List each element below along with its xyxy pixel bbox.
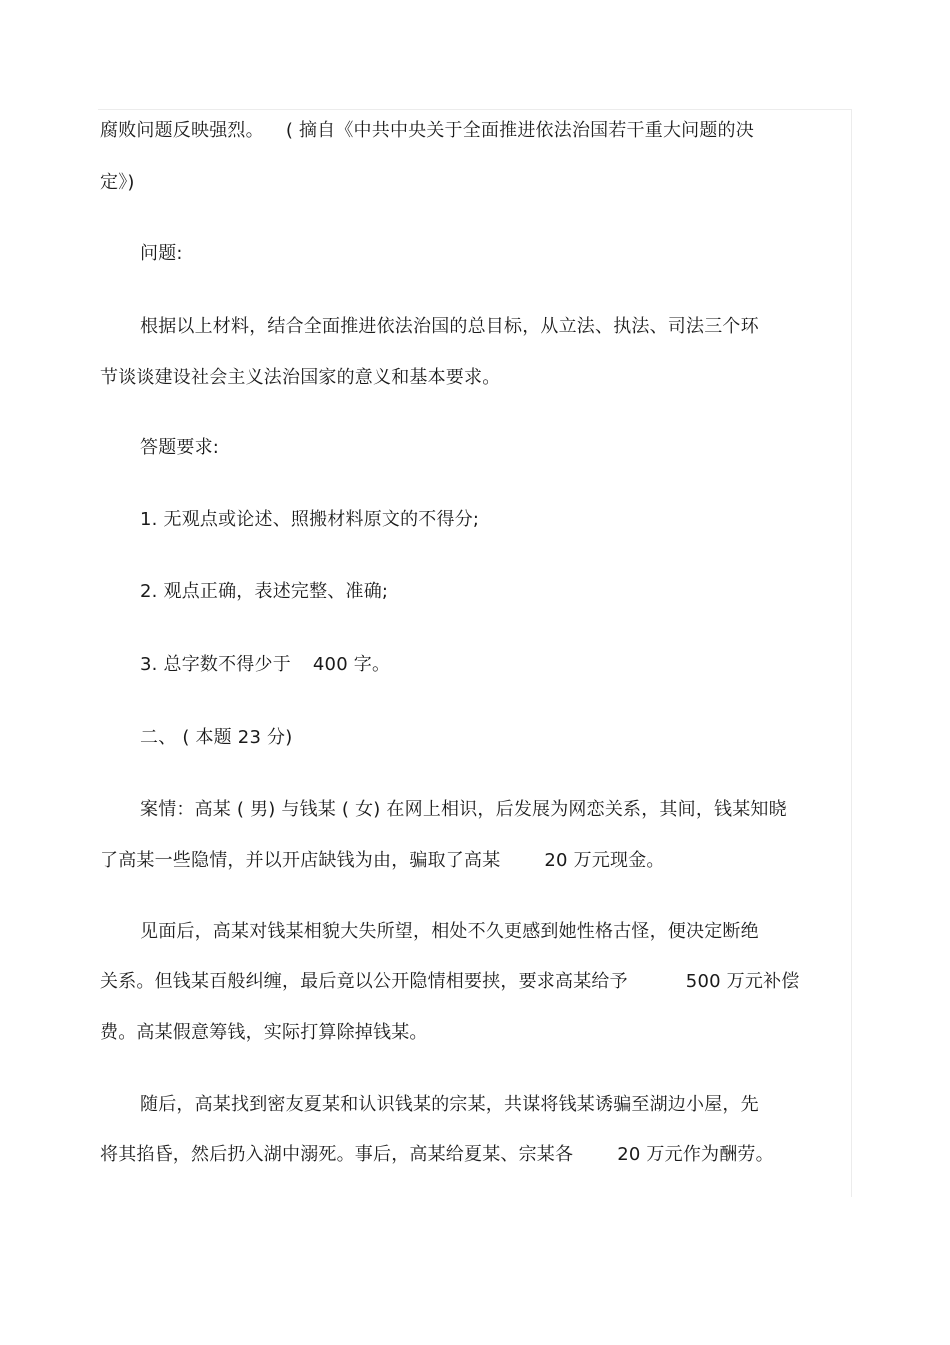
text-segment: 将其掐昏，然后扔入湖中溺死。事后，高某给夏某、宗某各 — [100, 1144, 574, 1165]
requirement-item — [140, 653, 390, 677]
question-line: 节谈谈建设社会主义法治国家的意义和基本要求。 — [100, 367, 501, 388]
page-border-right — [851, 109, 852, 1197]
text-segment: 关系。但钱某百般纠缠，最后竟以公开隐情相要挟，要求高某给予 — [100, 971, 628, 992]
question-line: 根据以上材料，结合全面推进依法治国的总目标，从立法、执法、司法三个环 — [140, 316, 759, 337]
text-segment: 3. 总字数不得少于 — [140, 654, 291, 675]
case-line: 费。高某假意筹钱，实际打算除掉钱某。 — [100, 1022, 428, 1043]
case-line: 随后，高某找到密友夏某和认识钱某的宗某，共谋将钱某诱骗至湖边小屋，先 — [140, 1094, 759, 1115]
text-segment: 了高某一些隐情，并以开店缺钱为由，骗取了高某 — [100, 850, 501, 871]
section-heading: 二、 ( 本题 23 分) — [140, 727, 293, 748]
case-line — [100, 849, 665, 873]
page-border-top — [98, 109, 852, 110]
case-line — [100, 970, 799, 994]
text-segment: 腐败问题反映强烈。 — [100, 120, 264, 141]
case-line — [100, 1143, 774, 1167]
case-line: 见面后，高某对钱某相貌大失所望，相处不久更感到她性格古怪，便决定断绝 — [140, 921, 759, 942]
text-segment: 400 字。 — [312, 654, 391, 675]
text-segment: 500 万元补偿 — [685, 971, 800, 992]
text-segment: 20 万元现金。 — [544, 850, 665, 871]
requirement-item: 2. 观点正确，表述完整、准确; — [140, 581, 389, 602]
requirements-heading: 答题要求: — [140, 437, 220, 458]
requirement-item: 1. 无观点或论述、照搬材料原文的不得分; — [140, 509, 480, 530]
paragraph-line: 定》) — [100, 172, 135, 193]
citation-text: ( 摘自《中共中央关于全面推进依法治国若干重大问题的决 — [285, 120, 754, 141]
question-heading: 问题: — [140, 243, 183, 264]
paragraph-line — [100, 119, 754, 143]
text-segment: 20 万元作为酬劳。 — [617, 1144, 774, 1165]
case-line: 案情：高某 ( 男) 与钱某 ( 女) 在网上相识，后发展为网恋关系，其间，钱某知晓 — [140, 799, 787, 820]
